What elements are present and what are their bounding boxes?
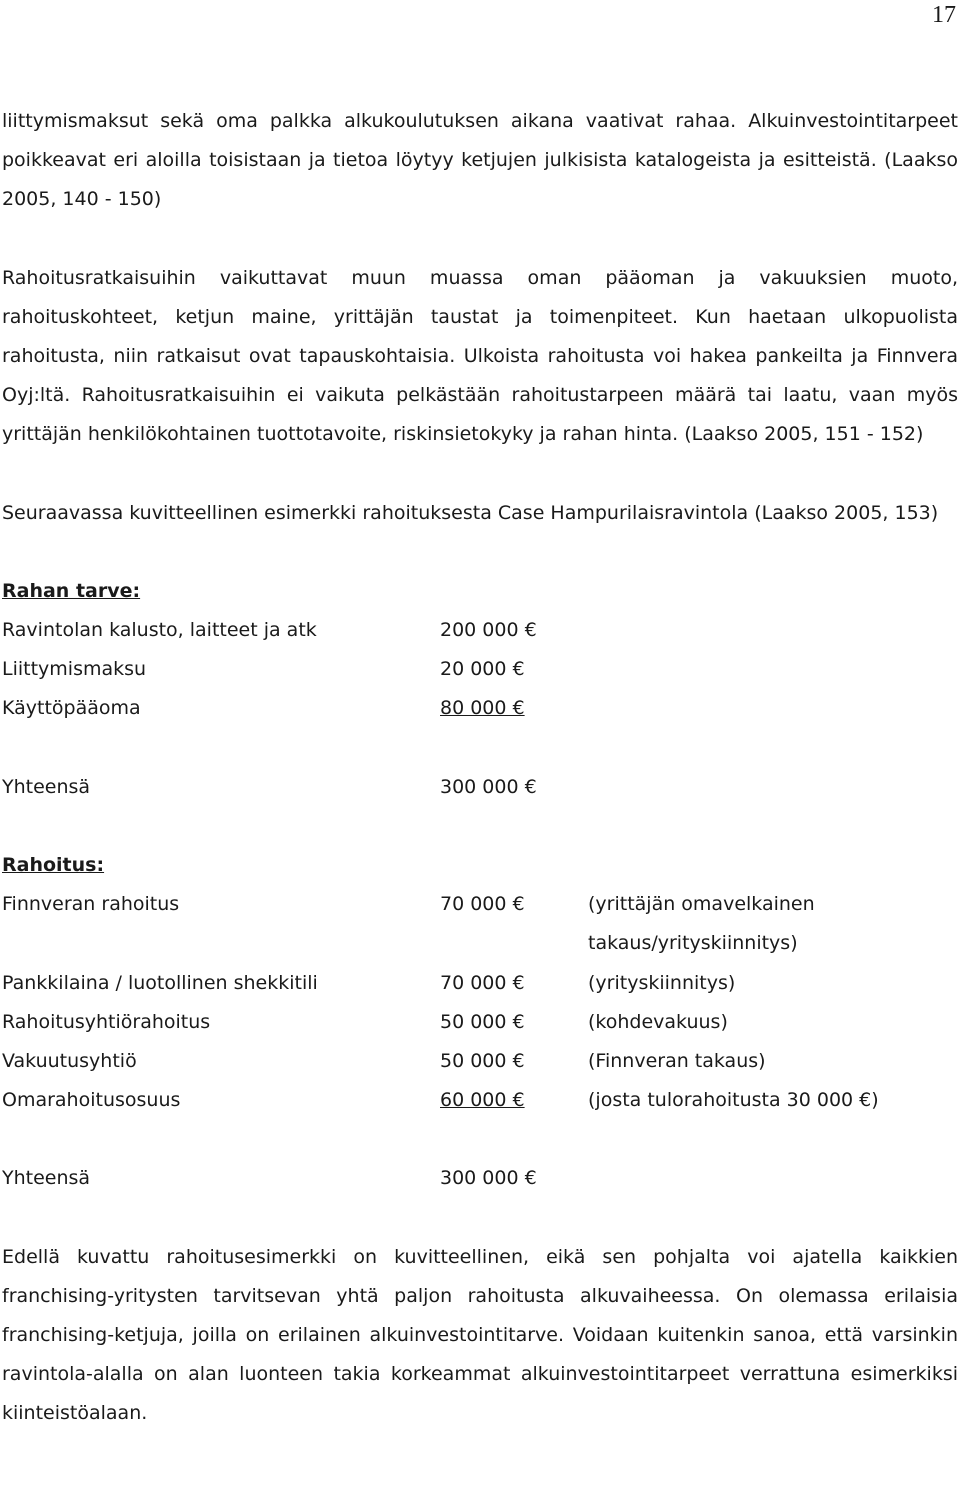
table-row — [2, 885, 958, 924]
table-row — [2, 1003, 958, 1042]
total-label: Yhteensä — [2, 775, 91, 798]
row-label: Käyttöpääoma — [2, 697, 141, 720]
table-row — [2, 1042, 958, 1081]
row-label: Vakuutusyhtiö — [2, 1049, 137, 1072]
row-note: (kohdevakuus) — [588, 1010, 728, 1033]
row-note: (josta tulorahoitusta 30 000 €) — [588, 1089, 879, 1112]
table-row — [2, 689, 958, 728]
paragraph-intro: liittymismaksut sekä oma palkka alkukoulutuksen aikana vaativat rahaa. Alkuinvestointitarpeet poikkeavat eri aloilla toisistaan ja tietoa löytyy ketjujen julkisista katalogeista ja esitteistä. (Laakso 2005, 140 - 150) — [2, 110, 958, 211]
paragraph-financing-solutions: Rahoitusratkaisuihin vaikuttavat muun muassa oman pääoman ja vakuuksien muoto, rahoituskohteet, ketjun maine, yrittäjän taustat ja toimenpiteet. Kun haetaan ulkopuolista rahoitusta, niin ratkaisut ovat tapauskohtaisia. Ulkoista rahoitusta voi hakea pankeilta ja Finnvera Oyj:ltä. Rahoitusratkaisuihin ei vaikuta pelkästään rahoitustarpeen määrä tai laatu, vaan myös yrittäjän henkilökohtainen tuottotavoite, riskinsietokyky ja rahan hinta. (Laakso 2005, 151 - 152) — [2, 266, 958, 446]
paragraph-closing: Edellä kuvattu rahoitusesimerkki on kuvitteellinen, eikä sen pohjalta voi ajatella kaikkien franchising-yritysten tarvitsevan yhtä paljon rahoitusta alkuvaiheessa. On olemassa erilaisia franchising-ketjuja, joilla on erilainen alkuinvestointitarve. Voidaan kuitenkin sanoa, että varsinkin ravintola-alalla on alan luonteen takia korkeammat alkuinvestointitarpeet verrattuna esimerkiksi kiinteistöalaan. — [2, 1245, 958, 1425]
table-row-continued — [2, 924, 958, 963]
row-amount: 50 000 € — [440, 1010, 525, 1033]
funding-table — [2, 846, 958, 1199]
row-note: (Finnveran takaus) — [588, 1049, 766, 1072]
funding-heading: Rahoitus: — [2, 853, 105, 876]
row-amount: 80 000 € — [440, 697, 525, 720]
row-amount: 20 000 € — [440, 658, 525, 681]
row-amount: 70 000 € — [440, 893, 525, 916]
row-label: Finnveran rahoitus — [2, 893, 180, 916]
row-amount: 60 000 € — [440, 1089, 525, 1112]
row-label: Rahoitusyhtiörahoitus — [2, 1010, 211, 1033]
total-amount: 300 000 € — [440, 1167, 537, 1190]
row-note: (yrittäjän omavelkainen — [588, 893, 815, 916]
row-label: Pankkilaina / luotollinen shekkitili — [2, 971, 318, 994]
table-row — [2, 650, 958, 689]
row-label: Ravintolan kalusto, laitteet ja atk — [2, 619, 317, 642]
total-row — [2, 1159, 958, 1198]
paragraph-case-intro: Seuraavassa kuvitteellinen esimerkki rahoituksesta Case Hampurilaisravintola (Laakso 2005, 153) — [2, 501, 939, 524]
total-row — [2, 768, 958, 807]
row-amount: 200 000 € — [440, 619, 537, 642]
row-amount: 50 000 € — [440, 1049, 525, 1072]
row-label: Liittymismaksu — [2, 658, 147, 681]
table-row — [2, 964, 958, 1003]
table-row — [2, 1081, 958, 1120]
row-note: (yrityskiinnitys) — [588, 971, 736, 994]
row-amount: 70 000 € — [440, 971, 525, 994]
capital-need-heading: Rahan tarve: — [2, 579, 141, 602]
row-note: takaus/yrityskiinnitys) — [588, 932, 798, 955]
total-amount: 300 000 € — [440, 775, 537, 798]
page-number: 17 — [932, 2, 956, 28]
row-label: Omarahoitusosuus — [2, 1089, 181, 1112]
document-body — [2, 102, 958, 1434]
capital-need-table — [2, 572, 958, 807]
table-row — [2, 611, 958, 650]
total-label: Yhteensä — [2, 1167, 91, 1190]
